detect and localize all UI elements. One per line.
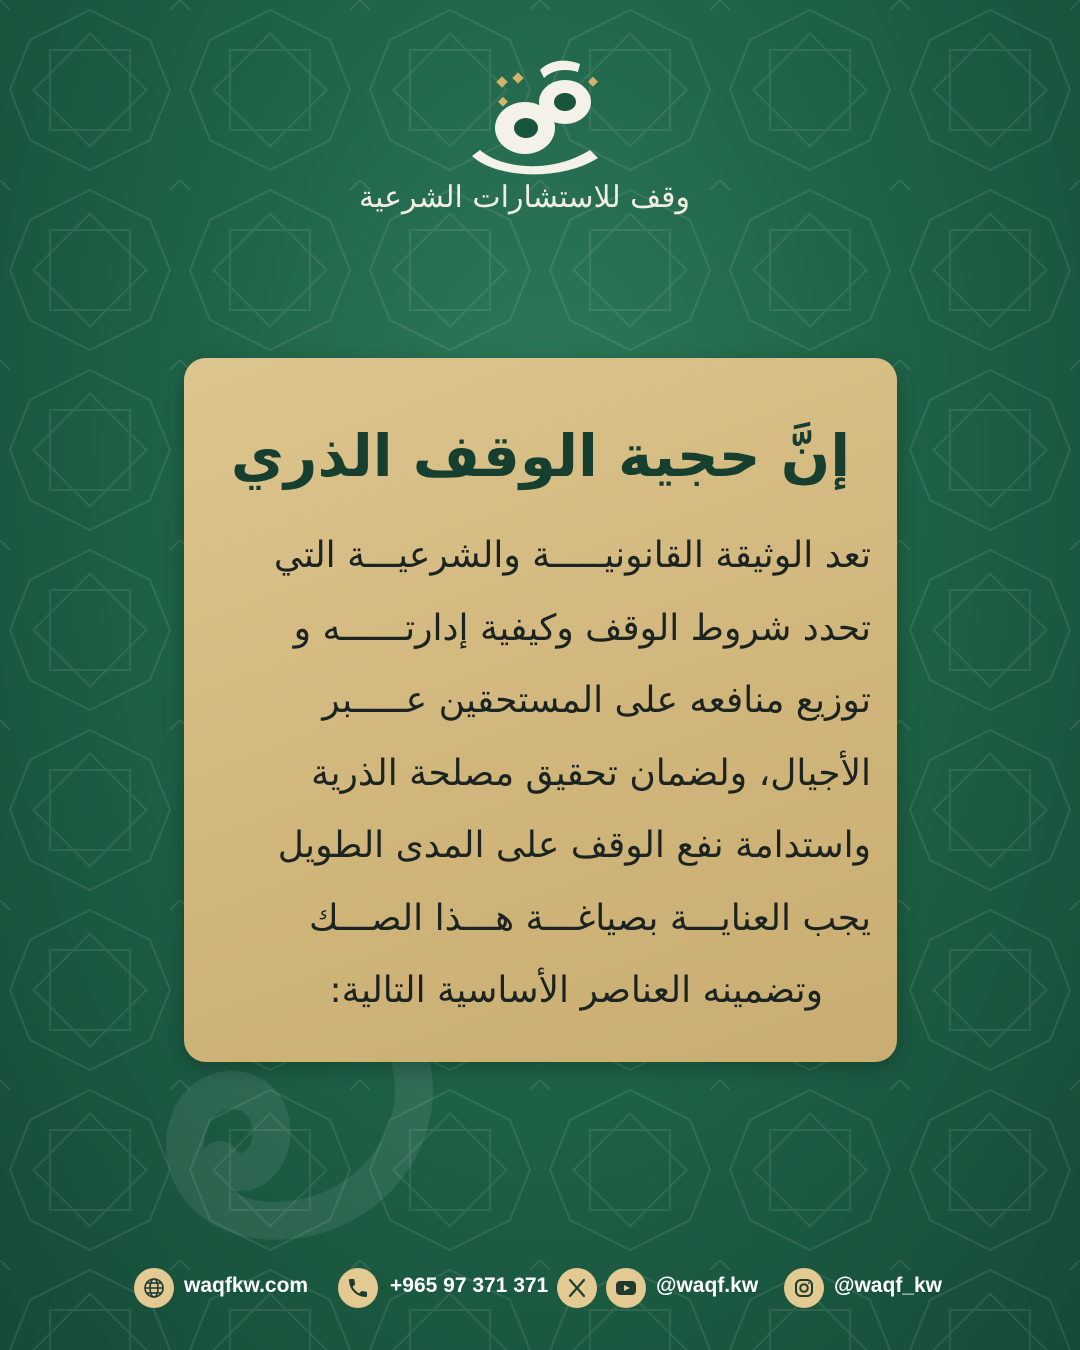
body-line-3: توزيع منافعه على المستحقين عـــــبر	[322, 680, 871, 721]
body-line-1: تعد الوثيقة القانونيـــــة والشرعيـــة التي	[273, 535, 871, 576]
instagram-icon[interactable]	[784, 1268, 824, 1308]
logo-tagline: وقف للاستشارات الشرعية	[359, 180, 690, 215]
body-line-2: تحدد شروط الوقف وكيفية إدارتــــــه و	[293, 607, 871, 649]
x-youtube-handle[interactable]: @waqf.kw	[656, 1274, 759, 1297]
phone-number[interactable]: +965 97 371 371	[390, 1274, 549, 1297]
card-body	[210, 520, 871, 1028]
youtube-icon[interactable]	[606, 1268, 646, 1308]
waqf-logo-icon	[440, 50, 640, 180]
body-line-5: واستدامة نفع الوقف على المدى الطويل	[277, 825, 871, 866]
content-card	[184, 358, 897, 1062]
phone-icon[interactable]	[338, 1268, 378, 1308]
website-link[interactable]: waqfkw.com	[184, 1274, 309, 1297]
instagram-handle[interactable]: @waqf_kw	[834, 1274, 943, 1297]
footer-contacts	[0, 1264, 1080, 1310]
body-line-7: وتضمينه العناصر الأساسية التالية:	[329, 970, 823, 1011]
body-line-4: الأجيال، ولضمان تحقيق مصلحة الذرية	[311, 752, 871, 794]
body-line-6: يجب العنايـــة بصياغـــة هـــذا الصـــك	[308, 897, 871, 939]
globe-icon[interactable]	[134, 1268, 174, 1308]
x-icon[interactable]	[557, 1268, 597, 1308]
card-title: إنَّ حجية الوقف الذري	[230, 422, 851, 490]
